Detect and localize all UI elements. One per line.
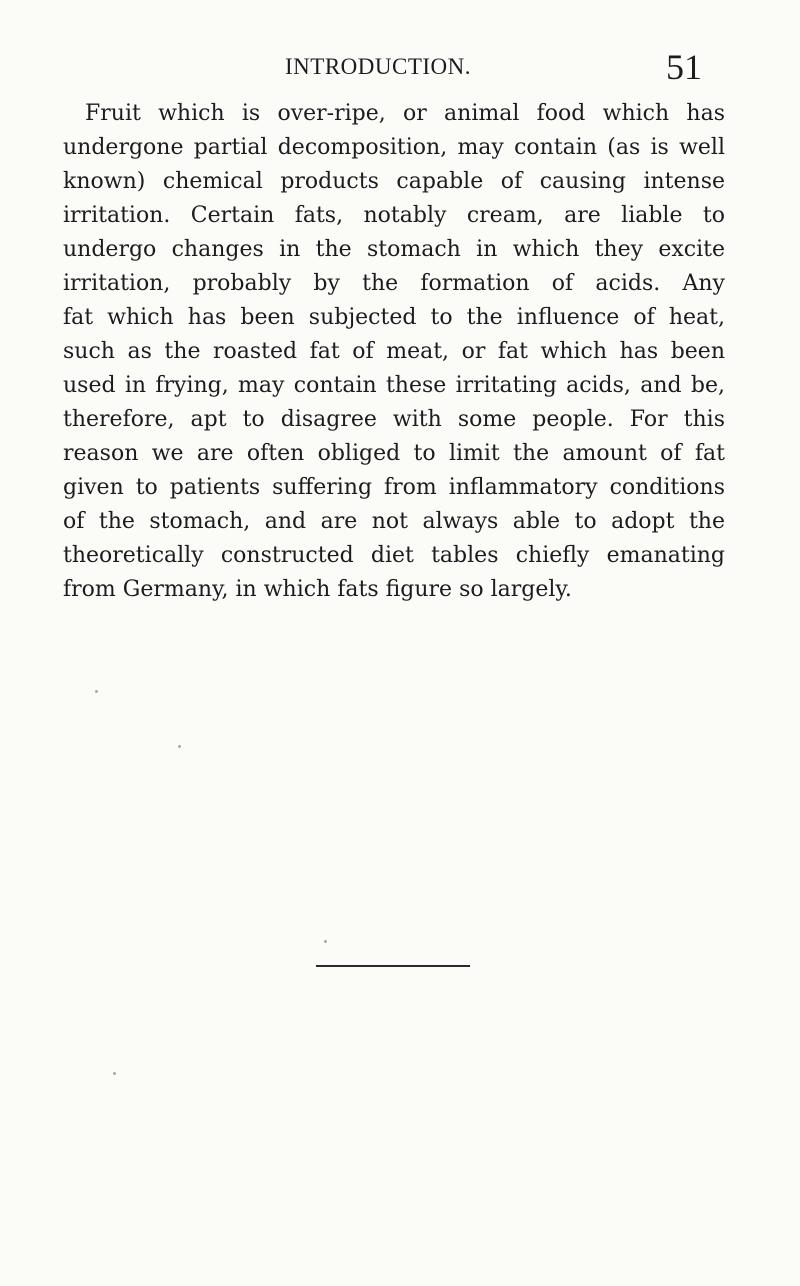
page-number: 51 <box>666 47 702 87</box>
text-line: given to patients suffering from inflammatory conditions <box>63 475 725 500</box>
text-line: therefore, apt to disagree with some people. For this <box>63 407 725 432</box>
text-line: known) chemical products capable of causing intense <box>63 169 725 194</box>
text-line: reason we are often obliged to limit the amount of fat <box>63 441 725 466</box>
paper-speck <box>324 940 327 943</box>
running-header-title: INTRODUCTION. <box>285 54 472 79</box>
paper-speck <box>95 690 98 693</box>
text-line: such as the roasted fat of meat, or fat which has been <box>63 339 725 364</box>
body-paragraph <box>63 97 725 607</box>
text-line: fat which has been subjected to the influence of heat, <box>63 305 725 330</box>
text-line: of the stomach, and are not always able to adopt the <box>63 509 725 534</box>
paper-speck <box>113 1072 116 1075</box>
text-line: used in frying, may contain these irritating acids, and be, <box>63 373 725 398</box>
text-line: undergo changes in the stomach in which they excite <box>63 237 725 262</box>
text-line: from Germany, in which fats figure so largely. <box>63 577 572 602</box>
section-divider-rule <box>316 965 470 967</box>
text-line: undergone partial decomposition, may contain (as is well <box>63 135 725 160</box>
text-line: Fruit which is over-ripe, or animal food which has <box>85 101 725 126</box>
text-line: irritation, probably by the formation of acids. Any <box>63 271 725 296</box>
text-line: irritation. Certain fats, notably cream, are liable to <box>63 203 725 228</box>
paper-speck <box>178 745 181 748</box>
text-line: theoretically constructed diet tables chiefly emanating <box>63 543 725 568</box>
